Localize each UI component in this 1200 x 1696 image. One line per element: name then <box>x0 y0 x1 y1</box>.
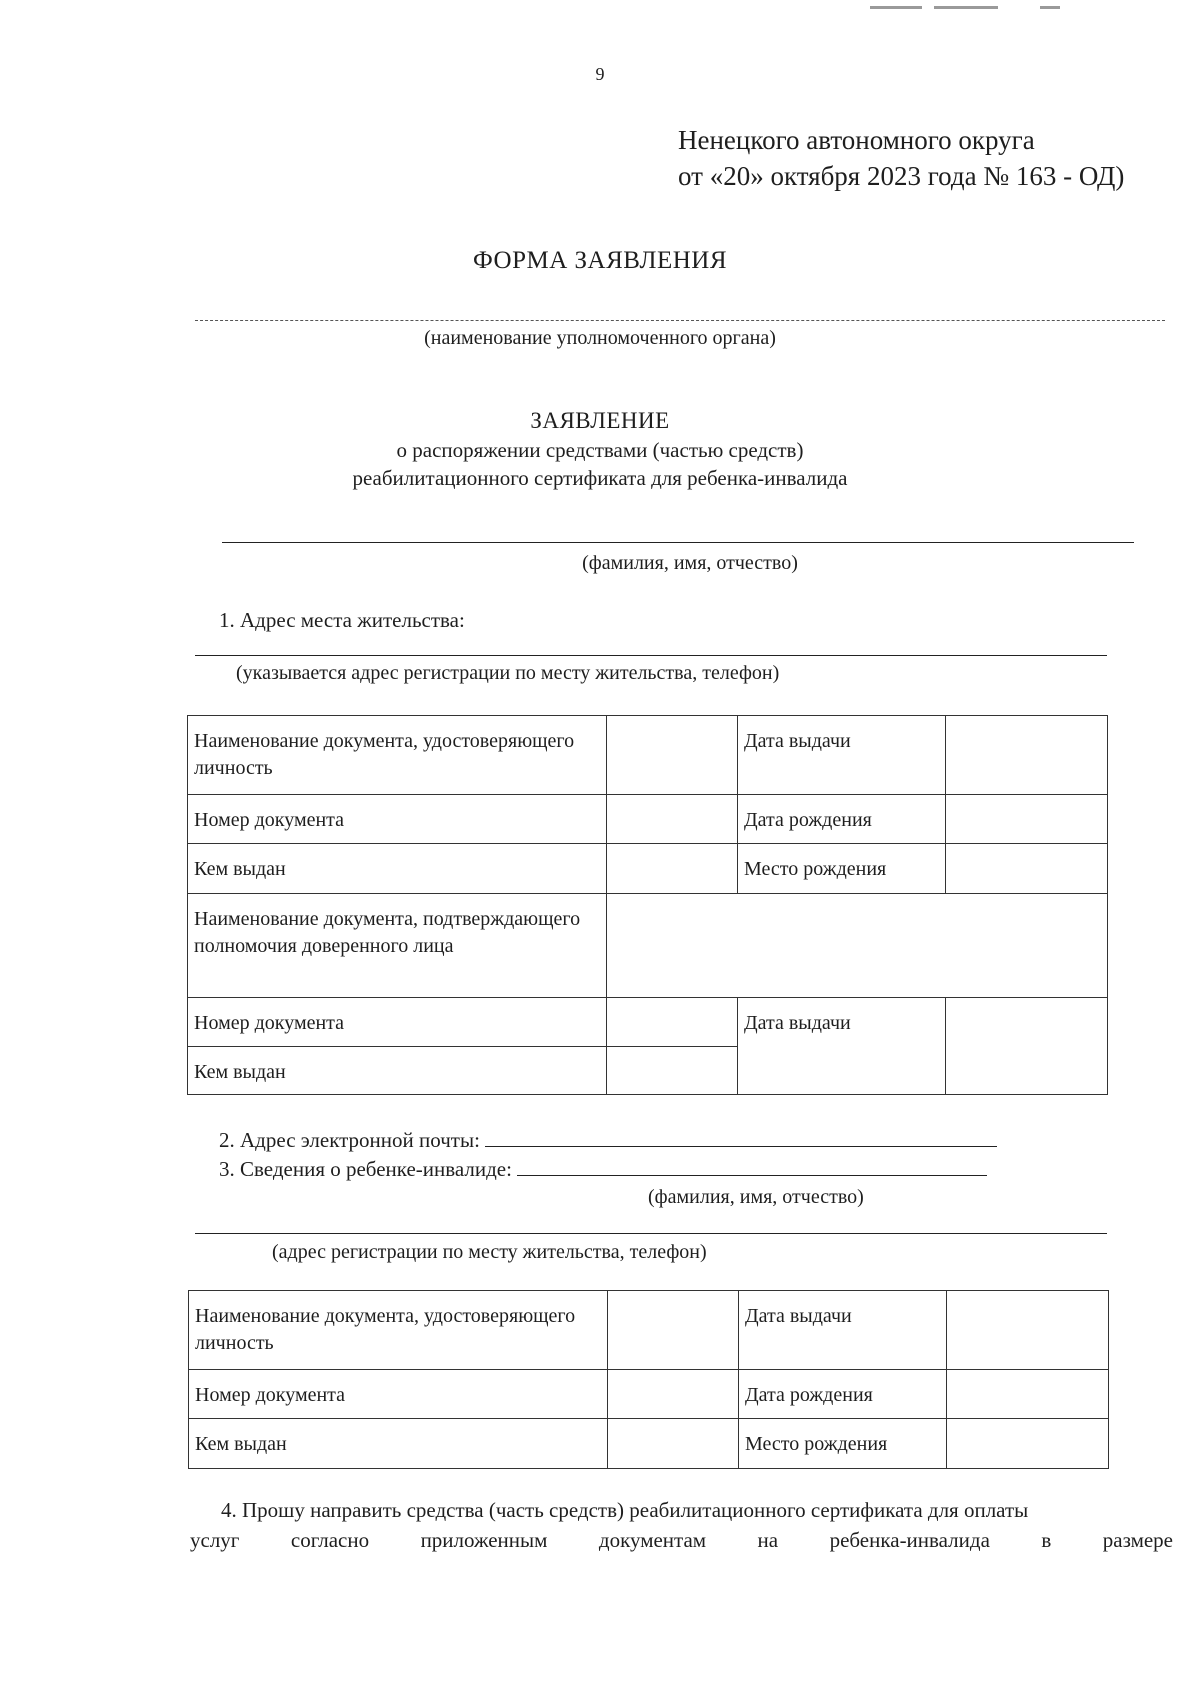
issue-date-label: Дата выдачи <box>738 716 946 795</box>
authority-caption: (наименование уполномоченного органа) <box>424 327 776 349</box>
applicant-documents-table <box>187 715 1108 1095</box>
document-number-value <box>607 795 738 844</box>
child-document-number-label: Номер документа <box>189 1370 608 1419</box>
proxy-issue-date-label: Дата выдачи <box>738 998 946 1095</box>
page-number: 9 <box>595 64 605 84</box>
item3-label: 3. Сведения о ребенке-инвалиде: <box>219 1157 512 1181</box>
document-number-label: Номер документа <box>188 795 607 844</box>
proxy-issued-by-label: Кем выдан <box>188 1047 607 1095</box>
child-issue-date-label: Дата выдачи <box>739 1291 947 1370</box>
proxy-document-label: Наименование документа, подтверждающего полномочия доверенного лица <box>188 894 607 998</box>
issued-by-label: Кем выдан <box>188 844 607 894</box>
child-address-caption: (адрес регистрации по месту жительства, телефон) <box>272 1241 707 1263</box>
birth-place-value <box>946 844 1108 894</box>
item2-row <box>219 1128 997 1153</box>
child-issued-by-value <box>608 1419 739 1469</box>
item4-line-1: 4. Прошу направить средства (часть средств) реабилитационного сертификата для оплаты <box>221 1498 1029 1522</box>
proxy-issue-date-value <box>946 998 1108 1095</box>
child-id-document-label: Наименование документа, удостоверяющего личность <box>189 1291 608 1370</box>
child-fio-line <box>517 1174 987 1176</box>
scan-artifact <box>870 6 922 9</box>
scan-artifact <box>1040 6 1060 9</box>
child-birth-place-value <box>947 1419 1109 1469</box>
item1-label: 1. Адрес места жительства: <box>219 608 465 632</box>
address-line <box>195 655 1107 656</box>
form-title: ФОРМА ЗАЯВЛЕНИЯ <box>472 247 728 274</box>
authority-line <box>195 320 1165 321</box>
id-document-value <box>607 716 738 795</box>
child-birth-date-label: Дата рождения <box>739 1370 947 1419</box>
email-line <box>485 1145 997 1147</box>
proxy-number-label: Номер документа <box>188 998 607 1047</box>
application-subtitle-2: реабилитационного сертификата для ребенка-инвалида <box>352 466 848 490</box>
item4-paragraph <box>190 1495 1173 1555</box>
application-subtitle-1: о распоряжении средствами (частью средств) <box>396 438 804 462</box>
fio-line <box>222 542 1134 543</box>
issue-date-value <box>946 716 1108 795</box>
document-header <box>678 122 1124 194</box>
issued-by-value <box>607 844 738 894</box>
child-documents-table <box>188 1290 1109 1469</box>
header-line-1: Ненецкого автономного округа <box>678 125 1035 155</box>
child-issued-by-label: Кем выдан <box>189 1419 608 1469</box>
child-birth-place-label: Место рождения <box>739 1419 947 1469</box>
child-birth-date-value <box>947 1370 1109 1419</box>
child-document-number-value <box>608 1370 739 1419</box>
birth-date-label: Дата рождения <box>738 795 946 844</box>
child-issue-date-value <box>947 1291 1109 1370</box>
item3-row <box>219 1157 987 1182</box>
child-fio-caption: (фамилия, имя, отчество) <box>648 1186 864 1208</box>
scan-artifact <box>934 6 998 9</box>
child-id-document-value <box>608 1291 739 1370</box>
header-line-2: от «20» октября 2023 года № 163 - ОД) <box>678 161 1125 191</box>
fio-caption: (фамилия, имя, отчество) <box>582 552 798 574</box>
birth-date-value <box>946 795 1108 844</box>
item4-line-2: услуг согласно приложенным документам на ребенка-инвалида в размере <box>190 1528 1173 1552</box>
child-address-line <box>195 1233 1107 1234</box>
proxy-number-value <box>607 998 738 1047</box>
application-title: ЗАЯВЛЕНИЕ <box>530 408 670 433</box>
address-caption: (указывается адрес регистрации по месту жительства, телефон) <box>236 662 780 684</box>
proxy-document-value <box>607 894 1108 998</box>
item2-label: 2. Адрес электронной почты: <box>219 1128 480 1152</box>
proxy-issued-by-value <box>607 1047 738 1095</box>
id-document-label: Наименование документа, удостоверяющего личность <box>188 716 607 795</box>
birth-place-label: Место рождения <box>738 844 946 894</box>
